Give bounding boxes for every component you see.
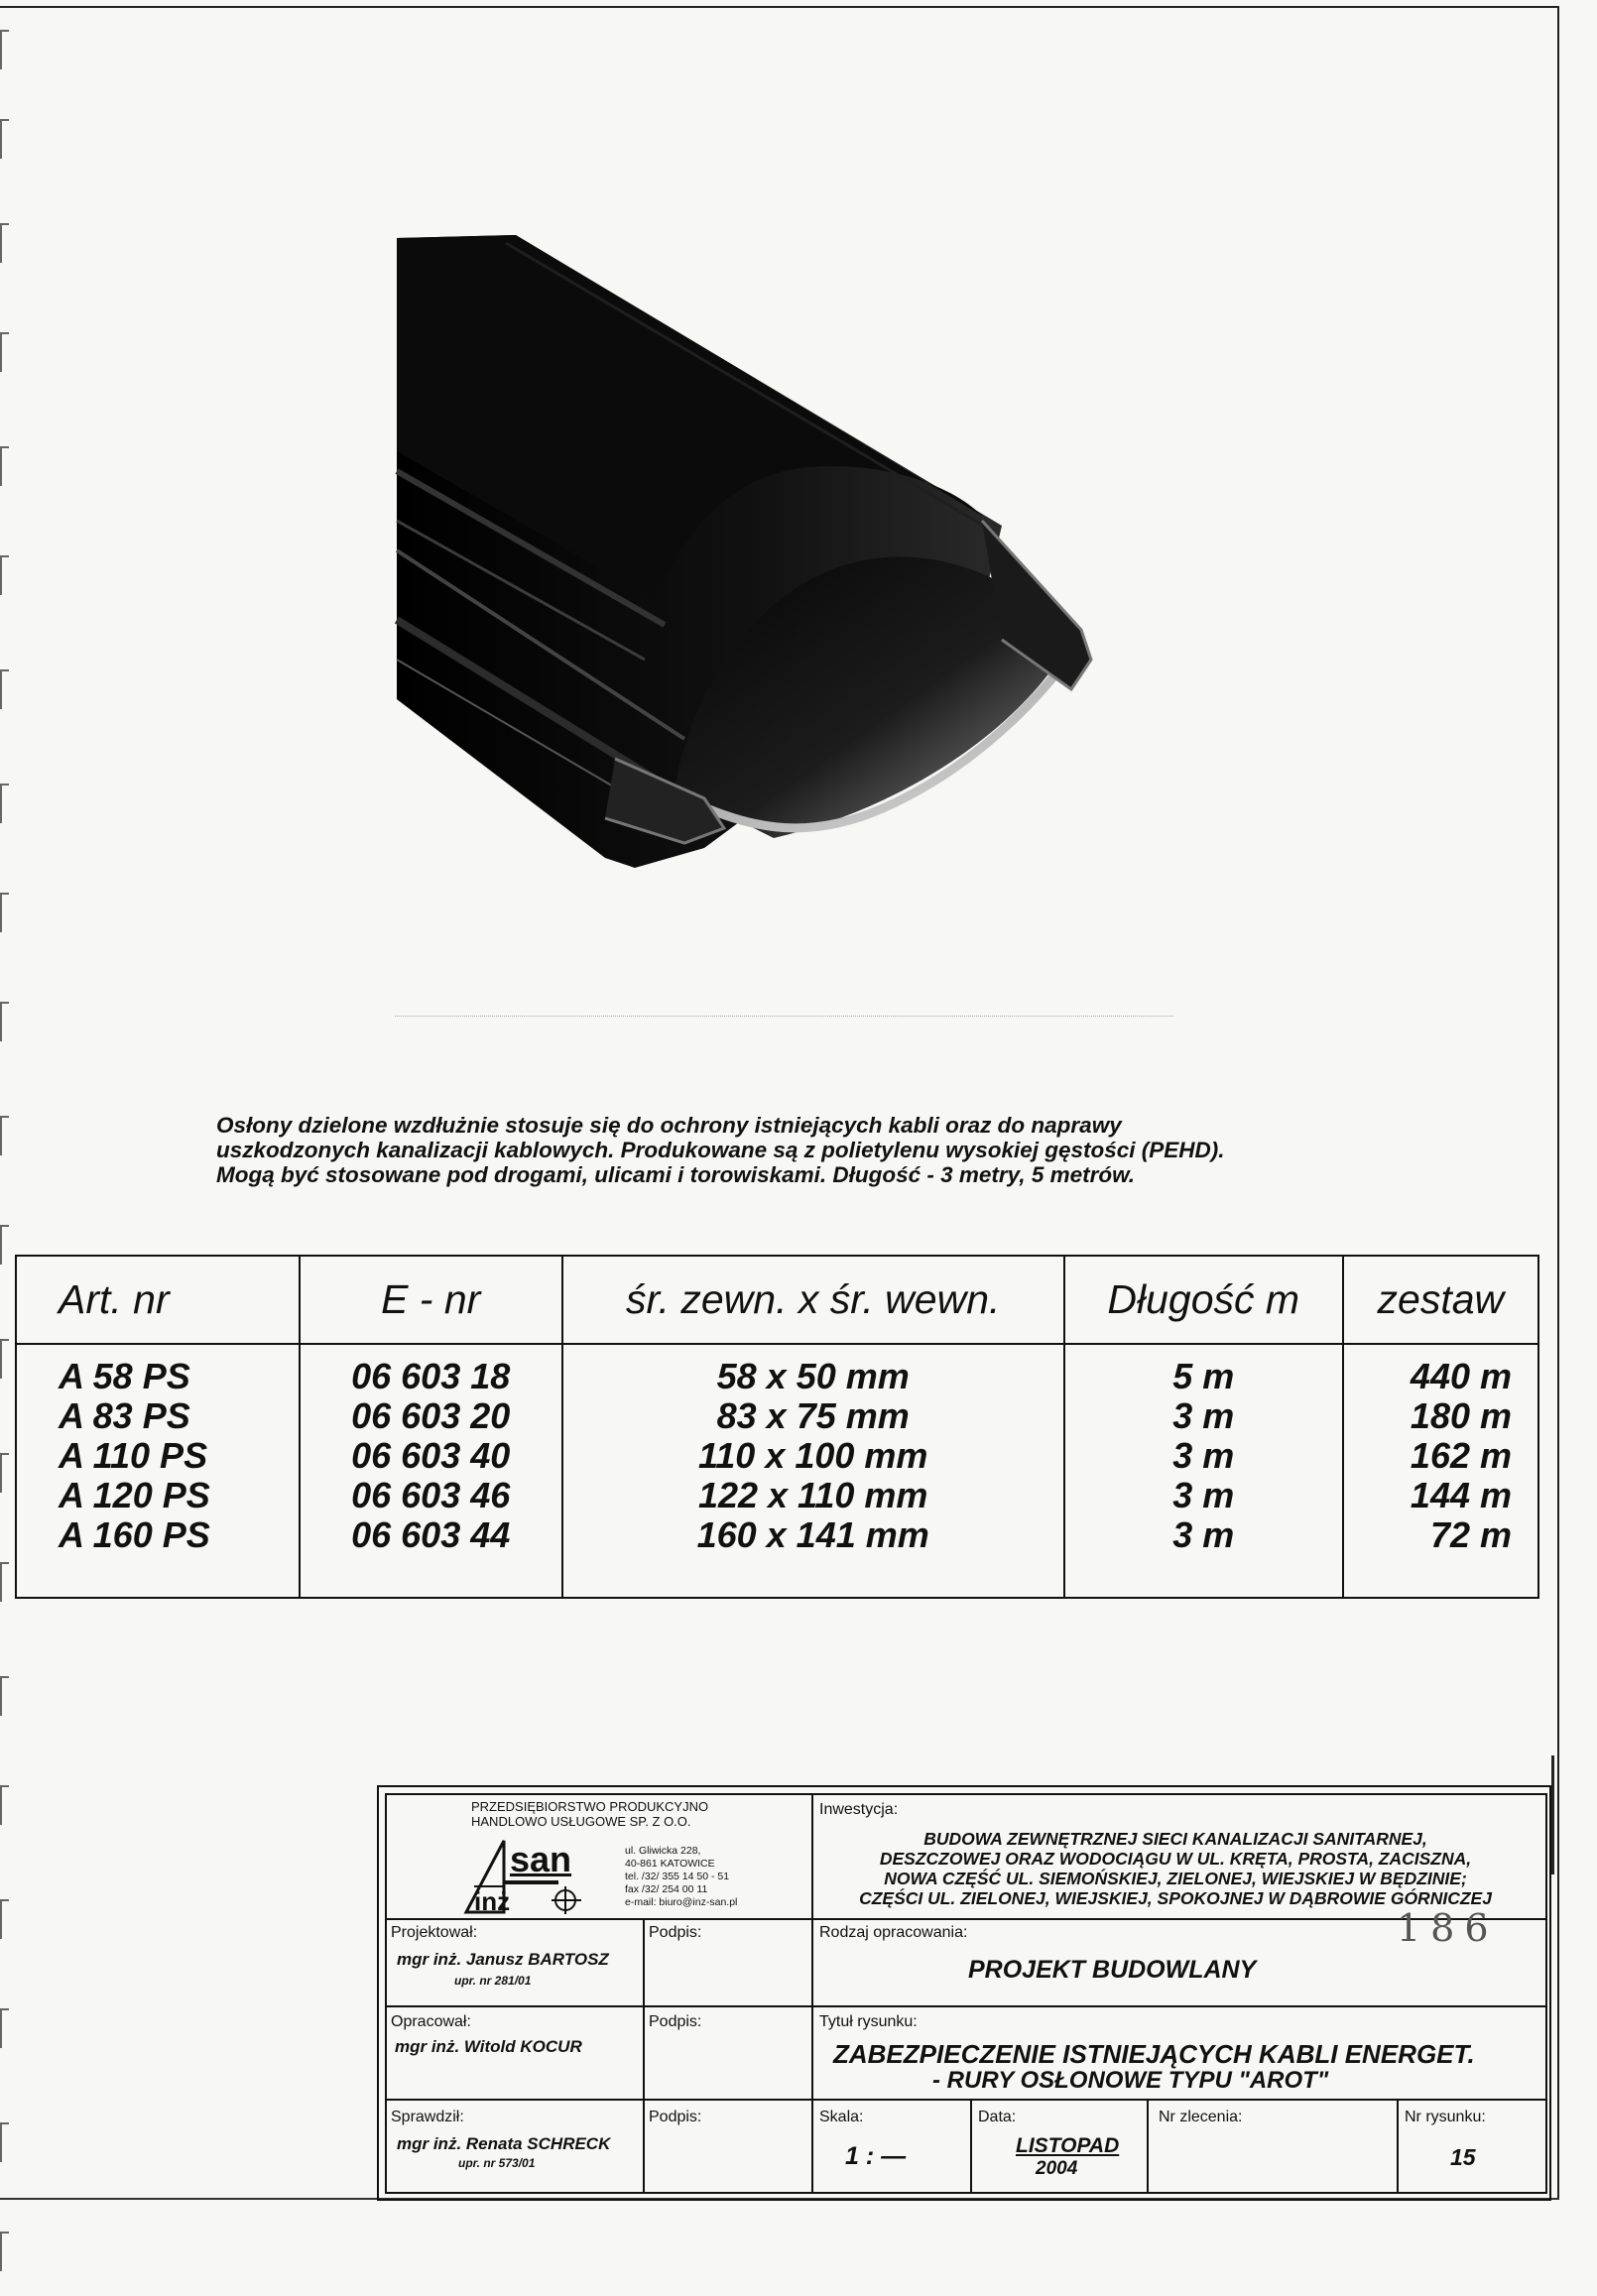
binder-hole (0, 1676, 9, 1716)
binder-hole (0, 1116, 9, 1155)
table-cell: A 120 PS (59, 1475, 210, 1515)
drawing-title-line: ZABEZPIECZENIE ISTNIEJĄCYCH KABLI ENERGET. (833, 2039, 1475, 2069)
checker-name: mgr inż. Renata SCHRECK (397, 2134, 611, 2153)
checker-label: Sprawdził: (391, 2109, 464, 2125)
set-column (1343, 1344, 1538, 1598)
frame-right-thick-line (1551, 1755, 1554, 1874)
binder-hole (0, 1453, 9, 1493)
binder-hole (0, 1002, 9, 1041)
address-line: 40-861 KATOWICE (625, 1858, 715, 1870)
binder-hole (0, 119, 9, 159)
drafter-box (385, 2005, 645, 2101)
binder-hole (0, 784, 9, 823)
binder-hole (0, 555, 9, 595)
drafter-signature-box (643, 2005, 813, 2101)
address-line: ul. Gliwicka 228, (625, 1845, 701, 1857)
binder-hole (0, 2008, 9, 2048)
table-cell: 3 m (1172, 1435, 1235, 1476)
handwritten-page-number: 186 (1397, 1906, 1499, 1950)
company-name-line: PRZEDSIĘBIORSTWO PRODUKCYJNO (471, 1799, 709, 1814)
table-cell: A 160 PS (59, 1514, 210, 1555)
binder-hole (0, 332, 9, 372)
table-cell: A 83 PS (59, 1395, 190, 1436)
investment-label: Inwestycja: (819, 1801, 899, 1818)
description-line: uszkodzonych kanalizacji kablowych. Produkowane są z polietylenu wysokiej gęstości (PEHD). (216, 1138, 1225, 1162)
product-description (216, 1113, 1357, 1187)
table-cell: 83 x 75 mm (716, 1395, 910, 1436)
diameters-column (562, 1344, 1064, 1598)
table-cell: 06 603 44 (351, 1514, 511, 1555)
binder-hole (0, 2232, 9, 2271)
table-cell: 06 603 20 (351, 1395, 511, 1436)
table-cell: 58 x 50 mm (716, 1356, 910, 1396)
doc-type-value: PROJEKT BUDOWLANY (968, 1956, 1257, 1984)
table-cell: 110 x 100 mm (697, 1435, 928, 1476)
binder-hole (0, 893, 9, 932)
table-cell: 3 m (1172, 1395, 1235, 1436)
checker-signature-box (643, 2099, 813, 2194)
table-cell: 3 m (1172, 1475, 1235, 1515)
investment-line: CZĘŚCI UL. ZIELONEJ, WIEJSKIEJ, SPOKOJNEJ W DĄBROWIE GÓRNICZEJ (859, 1888, 1492, 1908)
company-name-line: HANDLOWO USŁUGOWE SP. Z O.O. (471, 1814, 691, 1829)
table-cell: 06 603 18 (351, 1356, 511, 1396)
address-line: e-mail: biuro@inz-san.pl (625, 1896, 738, 1908)
binder-hole (0, 1785, 9, 1825)
header-set: zestaw (1343, 1256, 1538, 1344)
drafter-label: Opracował: (391, 2013, 471, 2030)
doc-type-label: Rodzaj opracowania: (819, 1924, 968, 1941)
table-cell: 180 m (1410, 1395, 1512, 1436)
logo-text-bottom: inż (474, 1886, 511, 1916)
binder-hole (0, 30, 9, 69)
drafter-signature-label: Podpis: (649, 2013, 702, 2030)
binder-hole (0, 1339, 9, 1379)
checker-signature-label: Podpis: (649, 2109, 702, 2125)
checker-license: upr. nr 573/01 (458, 2156, 536, 2170)
company-address (625, 1845, 737, 1909)
drawing-title-line: - RURY OSŁONOWE TYPU "AROT" (932, 2067, 1329, 2094)
binder-hole (0, 1225, 9, 1265)
address-line: fax /32/ 254 00 11 (625, 1883, 708, 1895)
table-cell: 72 m (1429, 1514, 1512, 1555)
description-line: Mogą być stosowane pod drogami, ulicami i torowiskami. Długość - 3 metry, 5 metrów. (216, 1162, 1136, 1187)
art-nr-column (16, 1344, 300, 1598)
header-e-nr: E - nr (300, 1256, 562, 1344)
table-cell: A 110 PS (59, 1435, 208, 1476)
drafter-name: mgr inż. Witold KOCUR (395, 2037, 582, 2056)
binder-hole (0, 223, 9, 263)
description-line: Osłony dzielone wzdłużnie stosuje się do ochrony istniejących kabli oraz do naprawy (216, 1113, 1122, 1138)
table-cell: 144 m (1410, 1475, 1512, 1515)
table-cell: 122 x 110 mm (697, 1475, 928, 1515)
binder-hole (0, 1562, 9, 1602)
product-table (15, 1255, 1539, 1599)
table-cell: A 58 PS (59, 1356, 190, 1396)
scale-label: Skala: (819, 2109, 864, 2125)
investment-line: NOWA CZĘŚĆ UL. SIEMOŃSKIEJ, ZIELONEJ, WIEJSKIEJ W BĘDZINIE; (884, 1869, 1467, 1888)
binder-hole (0, 446, 9, 486)
designer-label: Projektował: (391, 1924, 478, 1941)
binder-hole (0, 669, 9, 709)
header-length: Długość m (1064, 1256, 1343, 1344)
investment-description (813, 1829, 1537, 1908)
table-body-row (16, 1344, 1538, 1598)
table-cell: 5 m (1172, 1356, 1235, 1396)
drawing-number-value: 15 (1450, 2144, 1476, 2170)
table-cell: 06 603 40 (351, 1435, 511, 1476)
frame-right-line (1557, 6, 1559, 2200)
scale-value: 1 : — (845, 2142, 907, 2170)
date-month: LISTOPAD (1016, 2134, 1120, 2157)
drawing-title-label: Tytuł rysunku: (819, 2013, 918, 2030)
table-cell: 440 m (1410, 1356, 1512, 1396)
table-header-row (16, 1256, 1538, 1344)
company-logo (454, 1837, 613, 1916)
binder-hole (0, 2122, 9, 2162)
date-label: Data: (978, 2109, 1017, 2125)
designer-license: upr. nr 281/01 (454, 1974, 532, 1988)
pipe-photo (387, 223, 1151, 967)
date-box (970, 2099, 1149, 2194)
scale-box (811, 2099, 972, 2194)
designer-box (385, 1918, 645, 2007)
logo-text-top: san (510, 1839, 572, 1879)
checker-box (385, 2099, 645, 2194)
date-year: 2004 (1036, 2158, 1078, 2179)
drawing-number-label: Nr rysunku: (1405, 2109, 1486, 2125)
e-nr-column (300, 1344, 562, 1598)
investment-line: BUDOWA ZEWNĘTRZNEJ SIECI KANALIZACJI SANITARNEJ, (923, 1829, 1427, 1849)
separator-dotted-line (395, 1016, 1173, 1017)
table-cell: 3 m (1172, 1514, 1235, 1555)
company-name (471, 1799, 708, 1829)
drawing-title-box (811, 2005, 1547, 2101)
title-block (377, 1785, 1551, 2201)
company-box (385, 1793, 813, 1920)
table-cell: 160 x 141 mm (696, 1514, 929, 1555)
designer-signature-box (643, 1918, 813, 2007)
table-cell: 162 m (1410, 1435, 1512, 1476)
table-cell: 06 603 46 (351, 1475, 511, 1515)
address-line: tel. /32/ 355 14 50 - 51 (625, 1871, 730, 1882)
designer-signature-label: Podpis: (649, 1924, 702, 1941)
binder-hole (0, 1899, 9, 1939)
drawing-number-box (1397, 2099, 1547, 2194)
header-art-nr: Art. nr (16, 1256, 300, 1344)
investment-line: DESZCZOWEJ ORAZ WODOCIĄGU W UL. KRĘTA, PROSTA, ZACISZNA, (879, 1849, 1472, 1869)
investment-box (811, 1793, 1547, 1920)
length-column (1064, 1344, 1343, 1598)
order-number-box (1147, 2099, 1399, 2194)
header-diameters: śr. zewn. x śr. wewn. (562, 1256, 1064, 1344)
order-number-label: Nr zlecenia: (1159, 2109, 1243, 2125)
frame-top-line (0, 6, 1559, 8)
designer-name: mgr inż. Janusz BARTOSZ (397, 1950, 609, 1969)
